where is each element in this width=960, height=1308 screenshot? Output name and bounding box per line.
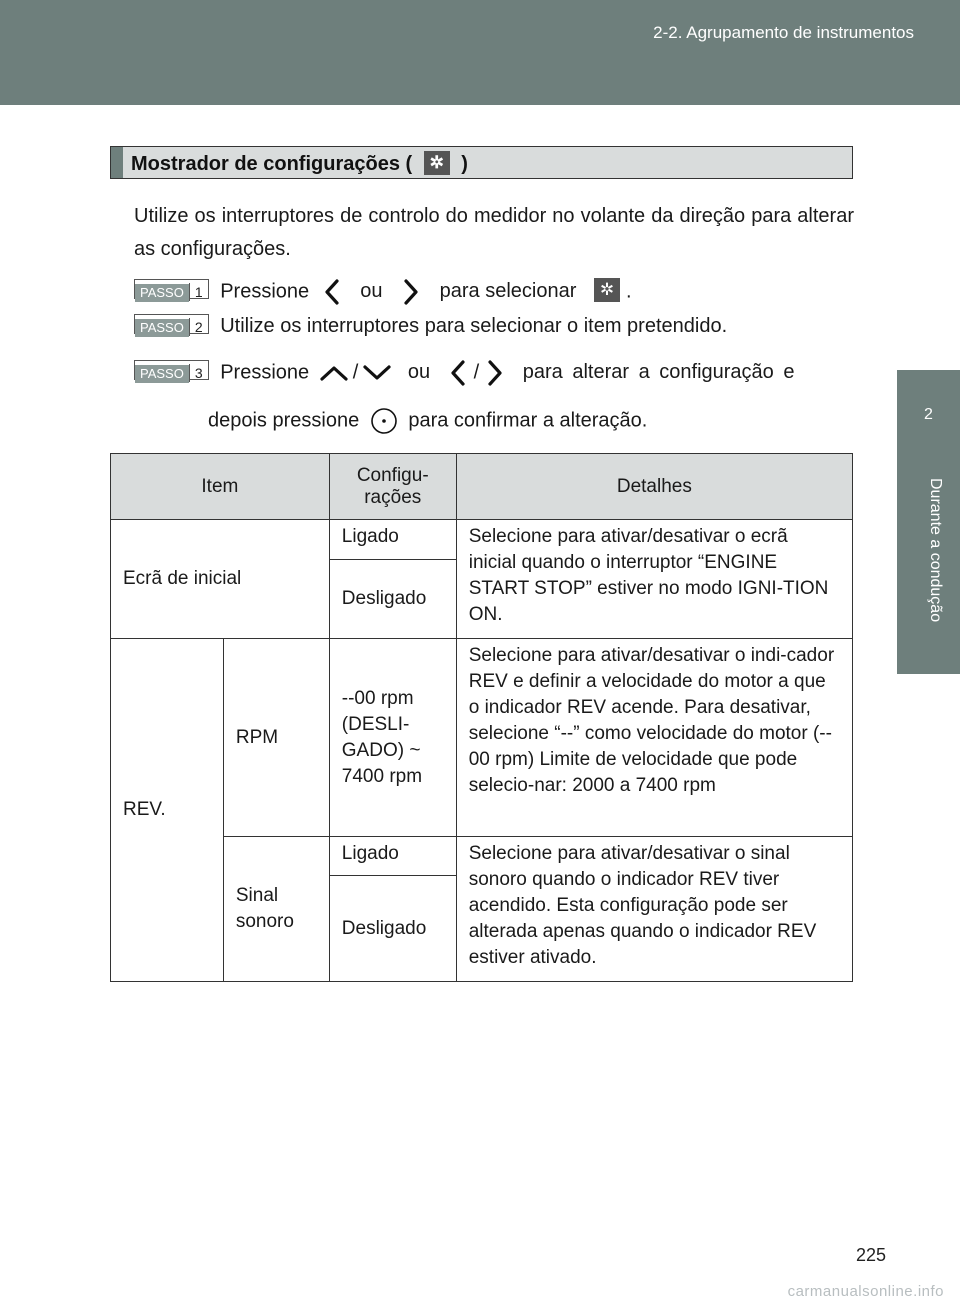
header-title: 2-2. Agrupamento de instrumentos: [653, 23, 914, 42]
chevron-left-icon: [319, 278, 345, 306]
step-2: PASSO 2 Utilize os interruptores para selecionar o item pretendido.: [134, 314, 727, 338]
step-badge: PASSO 2: [134, 314, 209, 334]
details-cell: Selecione para ativar/desativar o sinal sonoro quando o indicador REV tiver acendido. Esta configuração pode ser alterada apenas quando o indicador REV estiver ativado.: [456, 837, 852, 982]
section-title-text: Mostrador de configurações (: [131, 153, 413, 175]
section-title: [131, 151, 468, 176]
details-cell: Selecione para ativar/desativar o indi-cador REV e definir a velocidade do motor a que o indicador REV acende. Para desativar, selecione “--” como velocidade do motor (-- 00 rpm) Limite de velocidade que pode selecio-nar: 2000 a 7400 rpm: [456, 639, 852, 837]
gear-icon: ✲: [424, 151, 450, 175]
section-header: [110, 146, 853, 179]
item-cell: REV.: [111, 639, 224, 982]
config-cell: --00 rpm (DESLI-GADO) ~ 7400 rpm: [329, 639, 456, 837]
gear-icon: ✲: [594, 278, 620, 302]
table-header-row: [111, 454, 853, 520]
sub-item-cell: RPM: [223, 639, 329, 837]
item-cell: Ecrã de inicial: [111, 520, 330, 639]
config-cell: Ligado: [329, 520, 456, 560]
chapter-label: Durante a condução: [927, 478, 944, 623]
sub-item-cell: Sinal sonoro: [223, 837, 329, 982]
chevron-left-icon: [446, 359, 470, 387]
header-item: Item: [111, 454, 330, 520]
settings-table: [110, 453, 853, 982]
header-details: Detalhes: [456, 454, 852, 520]
chapter-tab: [897, 370, 960, 464]
details-cell: Selecione para ativar/desativar o ecrã inicial quando o interruptor “ENGINE START STOP” estiver no modo IGNI-TION ON.: [456, 520, 852, 639]
page-header: [0, 0, 960, 105]
enter-button-icon: [369, 406, 399, 436]
chevron-right-icon: [483, 359, 507, 387]
section-title-close: ): [461, 153, 468, 175]
step-3: PASSO 3 Pressione / ou / para alterar a configuração e: [134, 359, 800, 387]
header-config: Configu- rações: [329, 454, 456, 520]
step-3-continued: depois pressione para confirmar a alteração.: [208, 406, 647, 436]
chapter-number: 2: [924, 406, 933, 423]
config-cell: Desligado: [329, 876, 456, 982]
chevron-up-icon: [319, 362, 349, 384]
intro-text: Utilize os interruptores de controlo do medidor no volante da direção para alterar as configurações.: [134, 205, 854, 260]
step-badge: PASSO 3: [134, 360, 209, 380]
page-number: 225: [855, 1245, 886, 1265]
table-row: [111, 520, 853, 560]
watermark: carmanualsonline.info: [787, 1283, 944, 1300]
section-header-bar: [111, 147, 123, 178]
chevron-right-icon: [398, 278, 424, 306]
config-cell: Desligado: [329, 560, 456, 639]
config-cell: Ligado: [329, 837, 456, 876]
chevron-down-icon: [362, 362, 392, 384]
step-1: PASSO 1 Pressione ou para selecionar ✲ .: [134, 278, 632, 306]
table-row: [111, 639, 853, 837]
step-badge: PASSO 1: [134, 279, 209, 299]
